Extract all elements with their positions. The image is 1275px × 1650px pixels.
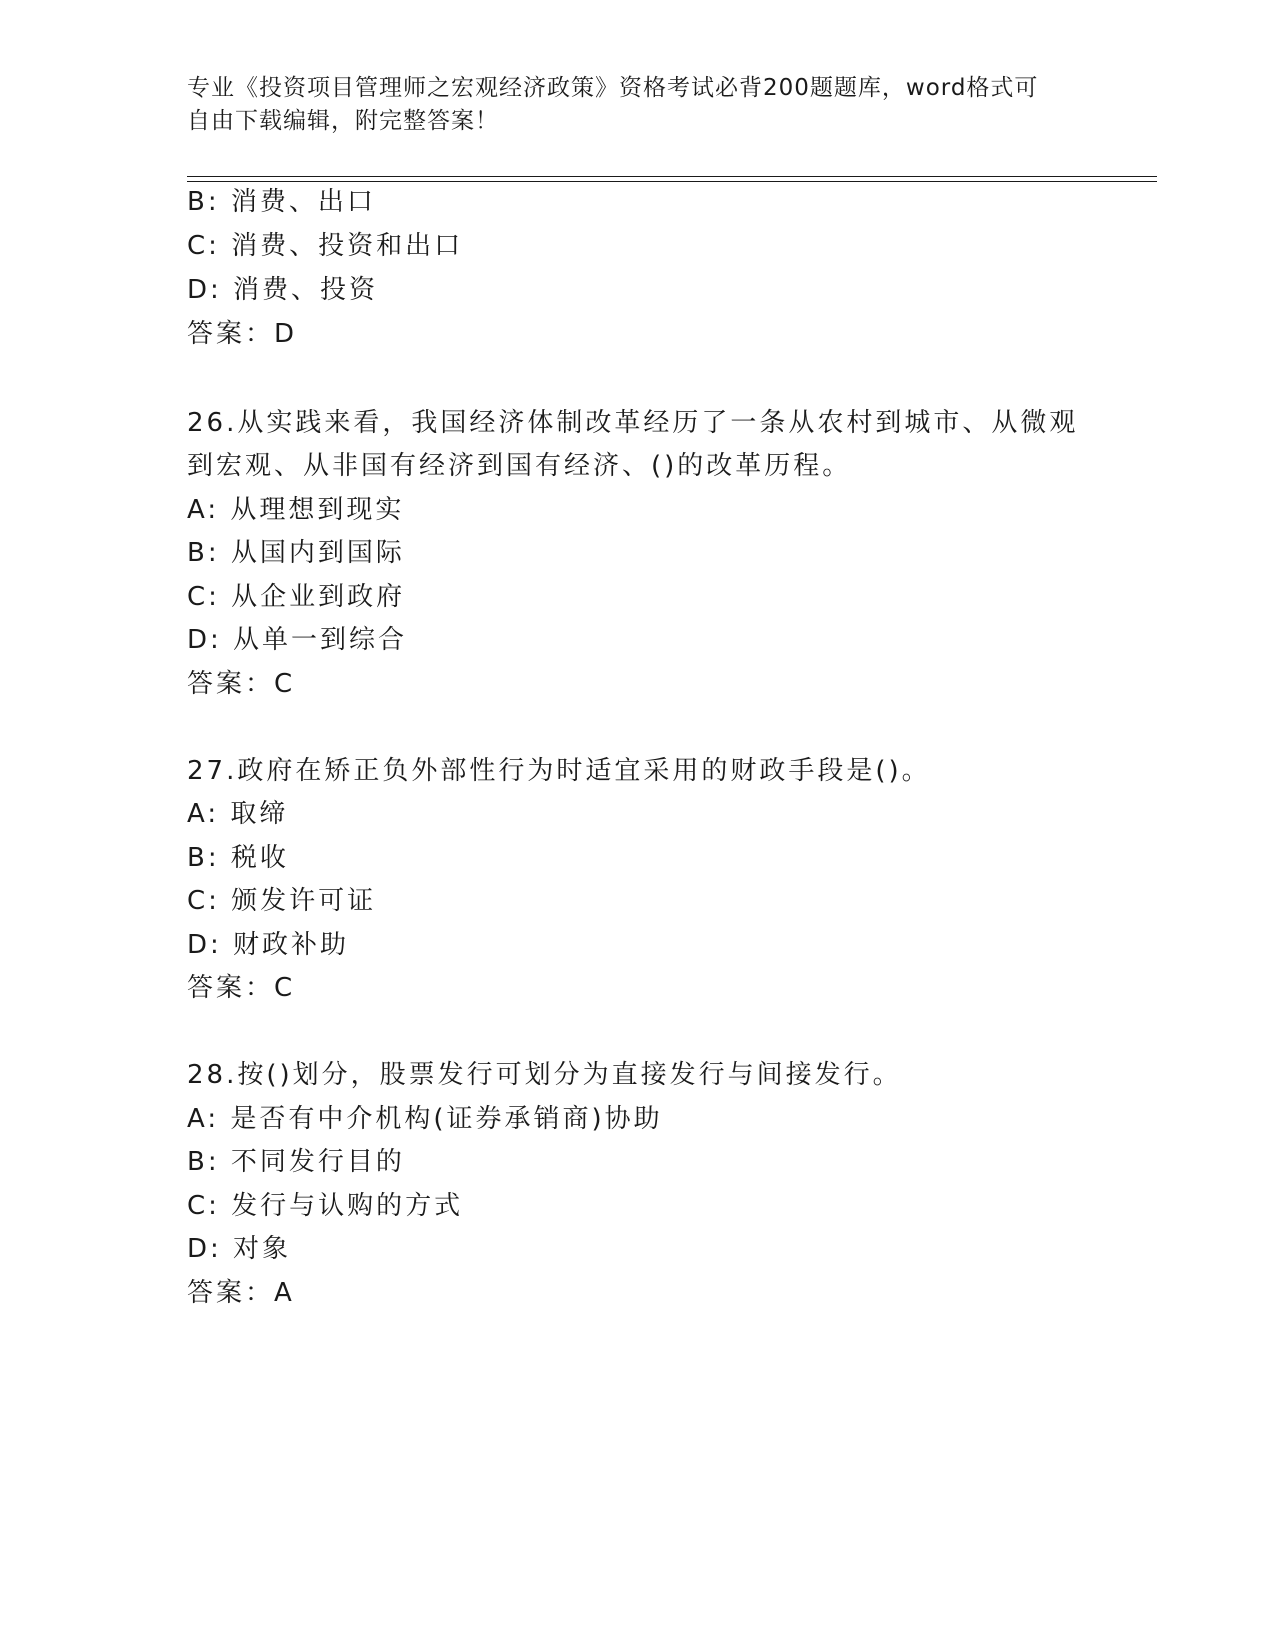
q27-option-d: D: 财政补助 — [187, 930, 350, 960]
q28-option-a: A: 是否有中介机构(证券承销商)协助 — [187, 1104, 663, 1134]
q25-option-b: B: 消费、出口 — [187, 187, 376, 217]
q27-option-a: A: 取缔 — [187, 799, 289, 829]
q25-option-d: D: 消费、投资 — [187, 275, 379, 305]
q27-stem-line-1: 27.政府在矫正负外部性行为时适宜采用的财政手段是()。 — [187, 756, 931, 786]
q26-option-d: D: 从单一到综合 — [187, 625, 408, 655]
header-divider-top — [187, 176, 1157, 177]
header-title-line-2: 自由下载编辑，附完整答案！ — [187, 108, 499, 134]
document-header — [187, 72, 1087, 138]
q28-answer: 答案：A — [187, 1278, 295, 1308]
q28-stem-line-1: 28.按()划分，股票发行可划分为直接发行与间接发行。 — [187, 1060, 902, 1090]
q28-option-b: B: 不同发行目的 — [187, 1147, 405, 1177]
q27-answer: 答案：C — [187, 973, 296, 1003]
q28-option-d: D: 对象 — [187, 1234, 292, 1264]
q27-option-c: C: 颁发许可证 — [187, 886, 377, 916]
q28-option-c: C: 发行与认购的方式 — [187, 1191, 464, 1221]
q26-option-a: A: 从理想到现实 — [187, 495, 405, 525]
q26-stem-line-1: 26.从实践来看，我国经济体制改革经历了一条从农村到城市、从微观 — [187, 408, 1079, 438]
q26-answer: 答案：C — [187, 669, 296, 699]
q25-option-c: C: 消费、投资和出口 — [187, 231, 464, 261]
q27-option-b: B: 税收 — [187, 843, 289, 873]
q25-answer: 答案：D — [187, 319, 298, 349]
q26-stem-line-2: 到宏观、从非国有经济到国有经济、()的改革历程。 — [187, 451, 852, 481]
header-title-line-1: 专业《投资项目管理师之宏观经济政策》资格考试必背200题题库，word格式可 — [187, 75, 1039, 101]
header-divider-bottom — [187, 181, 1157, 182]
q26-option-b: B: 从国内到国际 — [187, 538, 405, 568]
q26-option-c: C: 从企业到政府 — [187, 582, 406, 612]
